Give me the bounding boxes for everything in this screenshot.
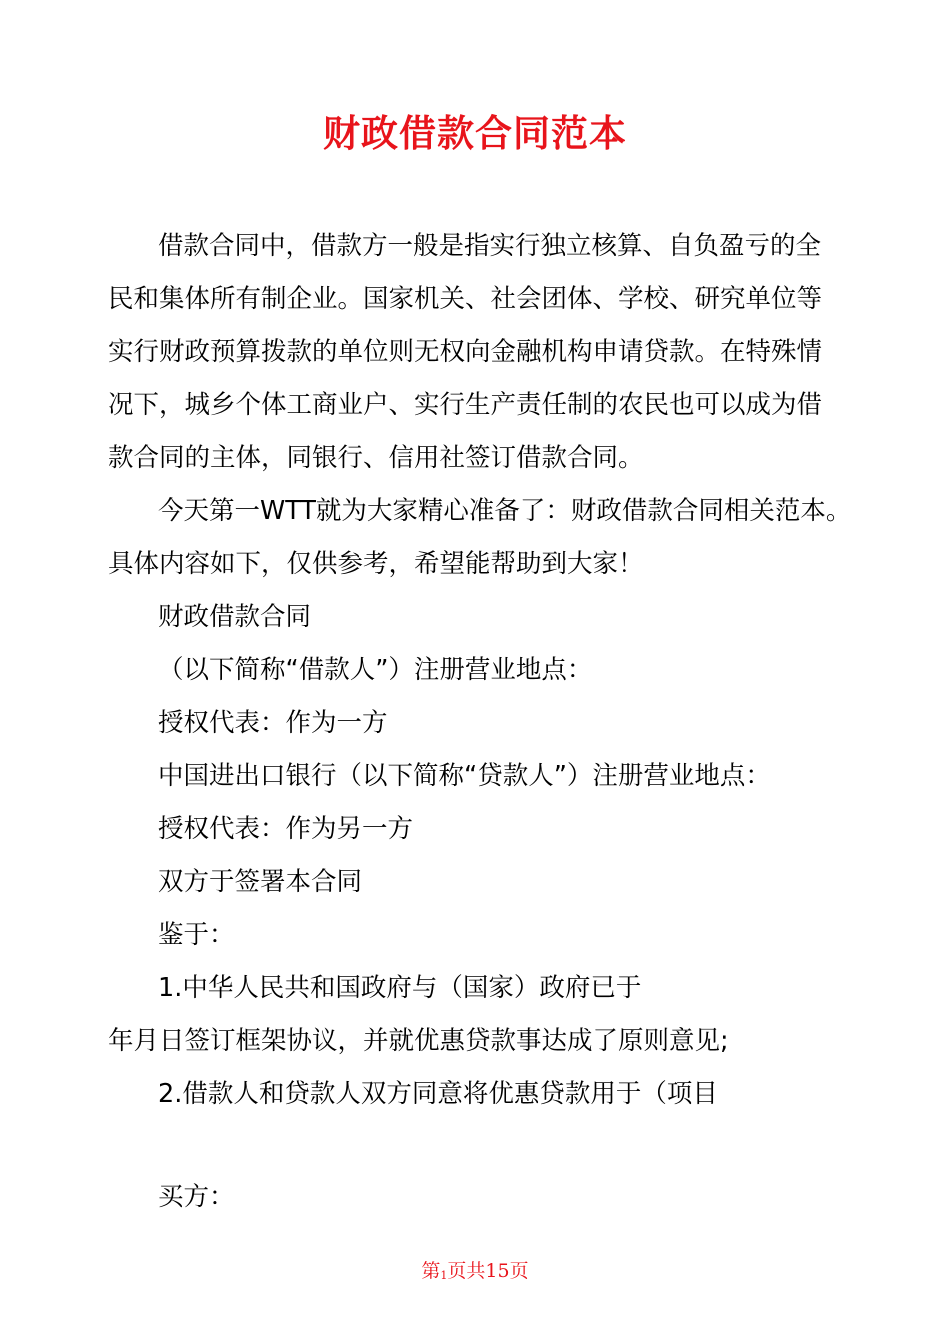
- contract-title: 财政借款合同: [158, 602, 312, 632]
- footer-middle: 页共: [447, 1260, 486, 1282]
- footer-suffix: 页: [509, 1260, 529, 1282]
- buyer-label: 买方：: [158, 1182, 235, 1212]
- item-2: 2.借款人和贷款人双方同意将优惠贷款用于（项目: [158, 1079, 718, 1109]
- borrower-representative: 授权代表：作为一方: [158, 708, 388, 738]
- paragraph-1-line-3: 实行财政预算拨款的单位则无权向金融机构申请贷款。在特殊情: [108, 337, 823, 367]
- paragraph-1-line-5: 款合同的主体，同银行、信用社签订借款合同。: [108, 443, 644, 473]
- footer-page-number: 1: [440, 1269, 448, 1282]
- item-1-line-2: 年月日签订框架协议，并就优惠贷款事达成了原则意见;: [108, 1026, 729, 1056]
- footer-prefix: 第: [421, 1260, 441, 1282]
- paragraph-1-line-2: 民和集体所有制企业。国家机关、社会团体、学校、研究单位等: [108, 284, 823, 314]
- whereas-heading: 鉴于：: [158, 920, 235, 950]
- signing-line: 双方于签署本合同: [158, 867, 363, 897]
- borrower-line: （以下简称“借款人”）注册营业地点：: [158, 655, 593, 685]
- paragraph-1-line-4: 况下，城乡个体工商业户、实行生产责任制的农民也可以成为借: [108, 390, 823, 420]
- lender-representative: 授权代表：作为另一方: [158, 814, 414, 844]
- footer-total-pages: 15: [485, 1260, 510, 1282]
- lender-line: 中国进出口银行（以下简称“贷款人”）注册营业地点：: [158, 761, 771, 791]
- paragraph-1-line-1: 借款合同中，借款方一般是指实行独立核算、自负盈亏的全: [158, 231, 822, 261]
- paragraph-2-line-1: 今天第一WTT就为大家精心准备了：财政借款合同相关范本。: [158, 496, 852, 526]
- paragraph-2-line-2: 具体内容如下，仅供参考，希望能帮助到大家！: [108, 549, 644, 579]
- document-title: 财政借款合同范本: [323, 112, 627, 155]
- item-1-line-1: 1.中华人民共和国政府与（国家）政府已于: [158, 973, 642, 1003]
- page-footer: [0, 1257, 950, 1290]
